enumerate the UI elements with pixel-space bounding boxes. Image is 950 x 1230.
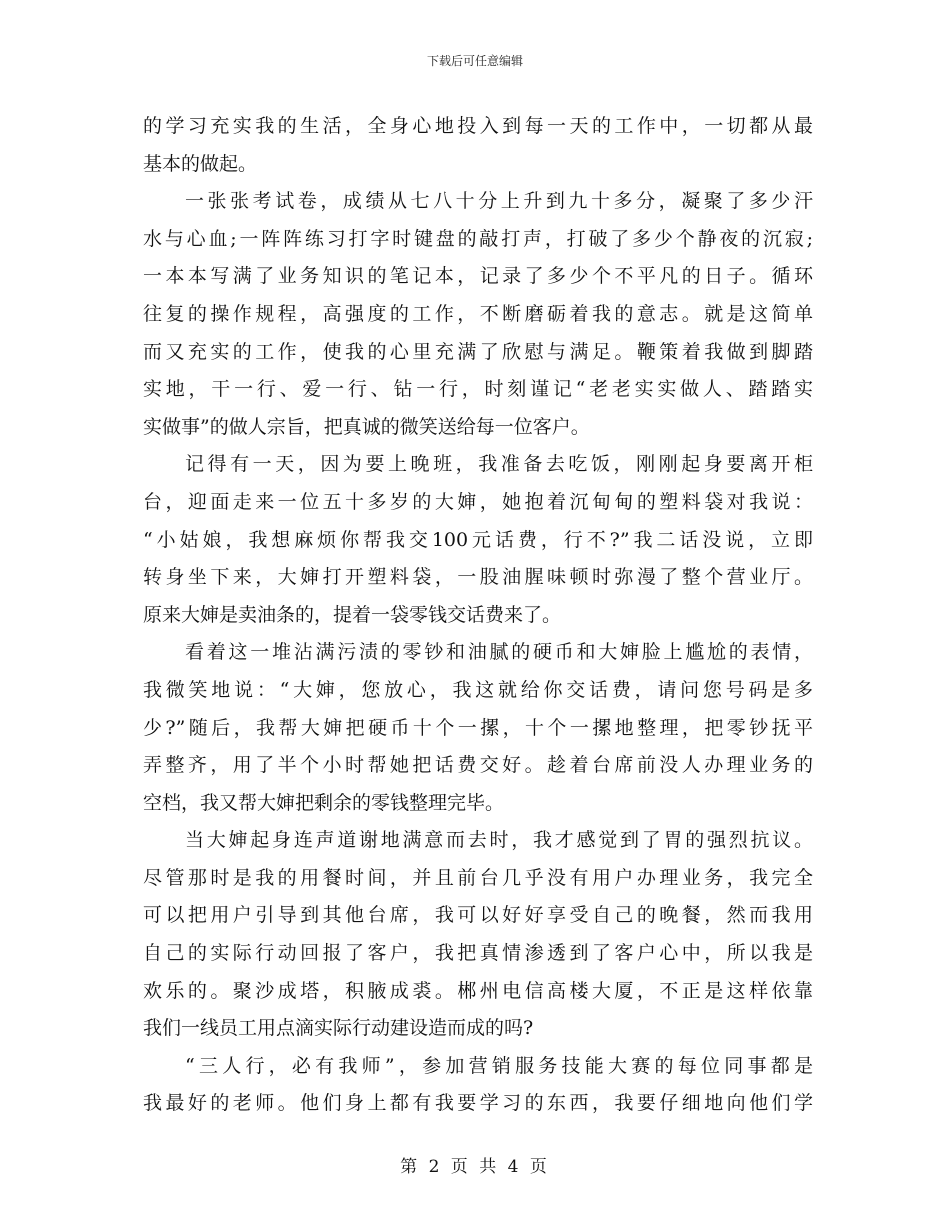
text-line: 我们一线员工用点滴实际行动建设造而成的吗? xyxy=(143,1017,534,1040)
text-line: 原来大婶是卖油条的，提着一袋零钱交话费来了。 xyxy=(143,603,562,626)
text-line: 台，迎面走来一位五十多岁的大婶，她抱着沉甸甸的塑料袋对我说： xyxy=(143,490,813,513)
text-line: 可以把用户引导到其他台席，我可以好好享受自己的晚餐，然而我用 xyxy=(143,904,813,927)
paragraph-start-line: 记得有一天，因为要上晚班，我准备去吃饭，刚刚起身要离开柜 xyxy=(185,453,813,476)
text-line: 转身坐下来，大婶打开塑料袋，一股油腥味顿时弥漫了整个营业厅。 xyxy=(143,566,813,589)
text-line: 实做事”的做人宗旨，把真诚的微笑送给每一位客户。 xyxy=(143,415,590,438)
text-line: 尽管那时是我的用餐时间，并且前台几乎没有用户办理业务，我完全 xyxy=(143,866,813,889)
paragraph-start-line: “三人行，必有我师”，参加营销服务技能大赛的每位同事都是 xyxy=(185,1054,813,1077)
text-line: 基本的做起。 xyxy=(143,152,258,175)
text-line: 的学习充实我的生活，全身心地投入到每一天的工作中，一切都从最 xyxy=(143,115,813,137)
page-number-footer: 第 2 页 共 4 页 xyxy=(400,1157,550,1177)
text-line: 欢乐的。聚沙成塔，积腋成裘。郴州电信高楼大厦，不正是这样依靠 xyxy=(143,979,813,1002)
text-line: 少?”随后，我帮大婶把硬币十个一摞，十个一摞地整理，把零钞抚平 xyxy=(143,716,813,739)
text-line: 一本本写满了业务知识的笔记本，记录了多少个不平凡的日子。循环 xyxy=(143,265,813,288)
page-header-note: 下载后可任意编辑 xyxy=(426,54,523,68)
text-line: 弄整齐，用了半个小时帮她把话费交好。趁着台席前没人办理业务的 xyxy=(143,754,813,777)
text-line: 我微笑地说：“大婶，您放心，我这就给你交话费，请问您号码是多 xyxy=(143,678,813,701)
text-line: 空档，我又帮大婶把剩余的零钱整理完毕。 xyxy=(143,791,505,814)
text-line: 实地，干一行、爱一行、钻一行，时刻谨记“老老实实做人、踏踏实 xyxy=(143,378,813,401)
paragraph-start-line: 一张张考试卷，成绩从七八十分上升到九十多分，凝聚了多少汗 xyxy=(185,190,813,213)
text-line: 我最好的老师。他们身上都有我要学习的东西，我要仔细地向他们学 xyxy=(143,1092,813,1115)
text-line: 而又充实的工作，使我的心里充满了欣慰与满足。鞭策着我做到脚踏 xyxy=(143,340,813,363)
text-line: 往复的操作规程，高强度的工作，不断磨砺着我的意志。就是这简单 xyxy=(143,302,813,325)
paragraph-start-line: 看着这一堆沾满污渍的零钞和油腻的硬币和大婶脸上尴尬的表情， xyxy=(185,641,813,664)
text-line: 水与心血;一阵阵练习打字时键盘的敲打声，打破了多少个静夜的沉寂; xyxy=(143,227,813,250)
text-line: “小姑娘，我想麻烦你帮我交100元话费，行不?”我二话没说，立即 xyxy=(143,528,813,551)
text-line: 自己的实际行动回报了客户，我把真情渗透到了客户心中，所以我是 xyxy=(143,942,813,965)
paragraph-start-line: 当大婶起身连声道谢地满意而去时，我才感觉到了胃的强烈抗议。 xyxy=(185,829,813,852)
document-body xyxy=(143,108,813,1123)
